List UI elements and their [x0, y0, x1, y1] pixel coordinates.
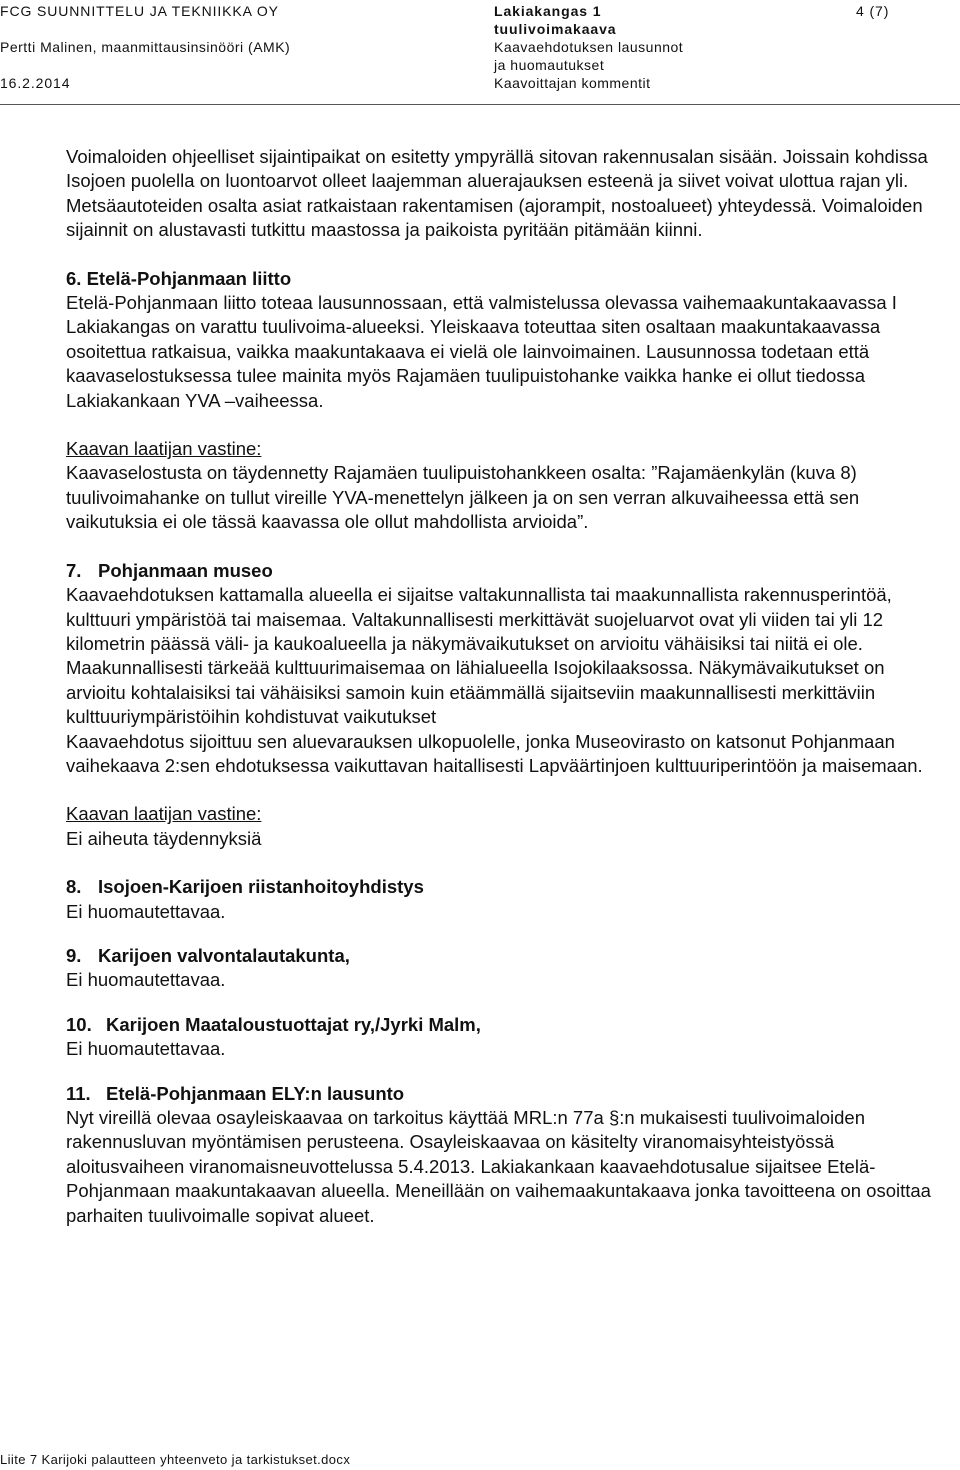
section-7-title: Pohjanmaan museo — [98, 559, 273, 581]
section-10-text: Ei huomautettavaa. — [66, 1038, 226, 1060]
page-number: 4 (7) — [856, 3, 890, 19]
spacer — [66, 851, 946, 875]
section-8-text: Ei huomautettavaa. — [66, 900, 226, 922]
header-doc-subtitle: ja huomautukset — [494, 57, 605, 73]
section-11-heading — [66, 1082, 946, 1106]
header-doc-title: Kaavaehdotuksen lausunnot — [494, 39, 684, 55]
section-10-number: 10. — [66, 1013, 92, 1035]
section-9-heading — [66, 944, 946, 968]
header-company: FCG SUUNNITTELU JA TEKNIIKKA OY — [0, 3, 279, 19]
section-8-number: 8. — [66, 876, 82, 898]
section-10-title: Karijoen Maataloustuottajat ry,/Jyrki Malm, — [106, 1013, 481, 1035]
section-8-heading — [66, 875, 946, 899]
spacer — [66, 993, 946, 1013]
header-date: 16.2.2014 — [0, 75, 71, 91]
footer-filename: Liite 7 Karijoki palautteen yhteenveto ja tarkistukset.docx — [0, 1452, 351, 1467]
spacer — [66, 535, 946, 559]
section-7-text-2: Kaavaehdotus sijoittuu sen aluevarauksen ulkopuolelle, jonka Museovirasto on katsonut Pohjanmaan vaihekaava 2:sen ehdotuksessa vaikuttavan haitallisesti Lapväärtinjoen kulttuuriperintöön ja maisemaan. — [66, 730, 923, 776]
spacer — [66, 924, 946, 944]
section-11-title: Etelä-Pohjanmaan ELY:n lausunto — [106, 1082, 405, 1104]
section-7-heading — [66, 559, 946, 583]
document-body — [66, 145, 946, 1228]
section-9-number: 9. — [66, 944, 82, 966]
section-9-title: Karijoen valvontalautakunta, — [98, 944, 350, 966]
section-8-title: Isojoen-Karijoen riistanhoitoyhdistys — [98, 876, 424, 898]
section-7-response-text: Ei aiheuta täydennyksiä — [66, 827, 262, 849]
header-doc-comments: Kaavoittajan kommentit — [494, 75, 651, 91]
section-7-text: Kaavaehdotuksen kattamalla alueella ei sijaitse valtakunnallista tai maakunnallista rakennusperintöä, kulttuuri ympäristöä tai maisemaa. Valtakunnallisesti merkittävät suojeluarvot ovat yli viiden tai yli 12 kilometrin päässä väli- ja kaukoalueella ja näkymävaikutukset on arvioitu vähäisiksi tai niitä ei ole. Maakunnallisesti tärkeää kulttuurimaisemaa on lähialueella Isojokilaaksossa. Näkymävaikutukset on arvioitu kohtalaisiksi tai vähäisiksi samoin kuin etäämmällä sijaitseviin maakunnallisesti merkittäviin kulttuuriympäristöihin kohdistuvat vaikutukset — [66, 584, 892, 728]
spacer — [66, 413, 946, 437]
section-11-number: 11. — [66, 1082, 91, 1104]
section-7-number: 7. — [66, 559, 82, 581]
intro-paragraph: Voimaloiden ohjeelliset sijaintipaikat on esitetty ympyrällä sitovan rakennusalan sisään. Joissain kohdissa Isojoen puolella on luontoarvot olleet laajemman aluerajauksen esteenä ja siivet voivat ulottua rajan yli. Metsäautoteiden osalta asiat ratkaistaan rakentamisen (ajorampit, nostoalueet) yhteydessä. Voimaloiden sijainnit on alustavasti tutkittu maastossa ja paikoista pyritään pitämään kiinni. — [66, 146, 928, 241]
header-project-subtitle: tuulivoimakaava — [494, 21, 617, 37]
spacer — [66, 1062, 946, 1082]
section-6-title: Etelä-Pohjanmaan liitto — [86, 267, 292, 289]
header-project-title: Lakiakangas 1 — [494, 3, 602, 19]
section-6-text: Etelä-Pohjanmaan liitto toteaa lausunnossaan, että valmistelussa olevassa vaihemaakuntakaavassa I Lakiakangas on varattu tuulivoima-alueeksi. Yleiskaava toteuttaa siten osaltaan maakuntakaavassa osoitettua ratkaisua, vaikka maakuntakaava ei vielä ole lainvoimainen. Lausunnossa todetaan että kaavaselostuksessa tulee mainita myös Rajamäen tuulipuistohanke vaikka hanke ei ollut tiedossa Lakiakankaan YVA –vaiheessa. — [66, 292, 897, 411]
section-6-response-text: Kaavaselostusta on täydennetty Rajamäen tuulipuistohankkeen osalta: ”Rajamäenkylän (kuva 8) tuulivoimahanke on tullut vireille YVA-menettelyn jälkeen ja on sen verran alkuvaiheessa että sen vaikutuksia ei ole tässä kaavassa ole ollut mahdollista arvioida”. — [66, 462, 860, 533]
section-6-heading — [66, 267, 946, 291]
section-9-text: Ei huomautettavaa. — [66, 969, 226, 991]
section-7-response-label: Kaavan laatijan vastine: — [66, 803, 262, 825]
header-author: Pertti Malinen, maanmittausinsinööri (AMK) — [0, 39, 291, 55]
section-10-heading — [66, 1013, 946, 1037]
spacer — [66, 243, 946, 267]
header-divider — [0, 104, 960, 105]
section-6-number: 6. — [66, 267, 82, 289]
section-11-text: Nyt vireillä olevaa osayleiskaavaa on tarkoitus käyttää MRL:n 77a §:n mukaisesti tuulivoimaloiden rakennusluvan myöntämisen perusteena. Osayleiskaavaa on käsitelty viranomaisyhteistyössä aloitusvaiheen viranomaisneuvottelussa 5.4.2013. Lakiakankaan kaavaehdotusalue sijaitsee Etelä-Pohjanmaan maakuntakaavan alueella. Meneillään on vaihemaakuntakaava jonka tavoitteena on osoittaa parhaiten tuulivoimalle sopivat alueet. — [66, 1107, 931, 1226]
section-6-response-label: Kaavan laatijan vastine: — [66, 438, 262, 460]
spacer — [66, 778, 946, 802]
